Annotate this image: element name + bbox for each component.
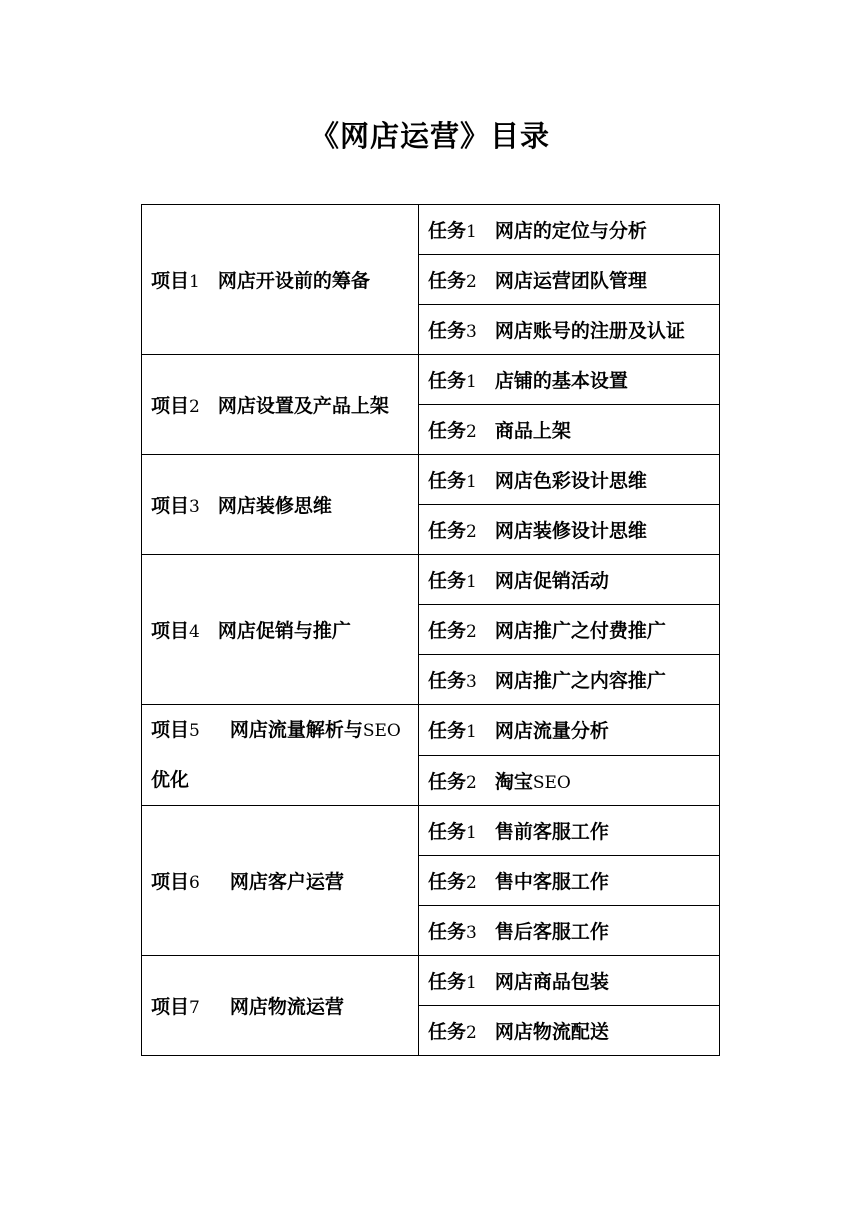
task-cell: [419, 505, 720, 555]
task-label: 任务: [428, 270, 467, 292]
task-cell: [419, 906, 720, 956]
project-label: 项目: [151, 495, 190, 517]
task-number: 1: [466, 823, 477, 843]
project-cell-6: [142, 806, 419, 956]
task-title: 网店促销活动: [494, 570, 609, 592]
project-cell-2: [142, 355, 419, 455]
table-row: [142, 705, 720, 756]
project-title-line-1: [151, 705, 418, 755]
task-cell: [419, 255, 720, 305]
project-label: 项目: [151, 620, 190, 642]
task-number: 1: [466, 222, 477, 242]
project-title: 网店物流运营: [229, 996, 344, 1018]
task-label: 任务: [428, 420, 467, 442]
document-title: 《网店运营》目录: [309, 119, 550, 153]
task-number: 1: [466, 572, 477, 592]
project-label: 项目: [151, 871, 190, 893]
task-title: 网店账号的注册及认证: [494, 320, 685, 342]
task-number: 2: [466, 422, 477, 442]
task-number: 1: [466, 722, 477, 743]
task-title: 网店运营团队管理: [494, 270, 647, 292]
contents-table: [141, 204, 720, 1056]
task-label: 任务: [428, 620, 467, 642]
task-label: 任务: [428, 921, 467, 943]
project-title: 网店促销与推广: [217, 620, 351, 642]
project-number: 3: [189, 497, 200, 517]
project-cell-5: [142, 705, 419, 806]
task-cell: [419, 405, 720, 455]
project-cell-3: [142, 455, 419, 555]
project-title: 网店客户运营: [229, 871, 344, 893]
task-label: 任务: [428, 971, 467, 993]
task-number: 2: [466, 1023, 477, 1043]
table-row: [142, 205, 720, 255]
task-number: 1: [466, 472, 477, 492]
task-label: 任务: [428, 871, 467, 893]
task-title-latin: SEO: [532, 772, 571, 793]
task-cell: [419, 605, 720, 655]
task-number: 2: [466, 873, 477, 893]
project-title: 网店装修思维: [217, 495, 332, 517]
project-cell-4: [142, 555, 419, 705]
project-title: 网店开设前的筹备: [217, 270, 370, 292]
table-row: [142, 455, 720, 505]
task-number: 3: [466, 322, 477, 342]
task-label: 任务: [428, 320, 467, 342]
project-number: 4: [189, 622, 200, 642]
task-number: 2: [466, 522, 477, 542]
task-number: 3: [466, 672, 477, 692]
task-cell: [419, 856, 720, 906]
task-cell: [419, 1006, 720, 1056]
project-number: 6: [189, 873, 200, 893]
task-cell: [419, 455, 720, 505]
task-cell: [419, 655, 720, 705]
task-label: 任务: [428, 570, 467, 592]
task-cell: [419, 555, 720, 605]
project-title-latin: SEO: [362, 721, 401, 741]
task-title: 售前客服工作: [494, 821, 609, 843]
task-number: 1: [466, 372, 477, 392]
project-label: 项目: [151, 270, 190, 292]
project-number: 5: [189, 721, 200, 741]
task-title: 网店商品包装: [494, 971, 609, 993]
task-cell: [419, 956, 720, 1006]
task-title: 网店推广之内容推广: [494, 670, 666, 692]
task-cell: [419, 755, 720, 806]
table-row: [142, 956, 720, 1006]
task-label: 任务: [428, 520, 467, 542]
task-cell: [419, 705, 720, 756]
project-cell-7: [142, 956, 419, 1056]
task-cell: [419, 355, 720, 405]
project-number: 7: [189, 998, 200, 1018]
task-title: 淘宝: [494, 770, 533, 793]
task-title: 网店装修设计思维: [494, 520, 647, 542]
task-number: 2: [466, 272, 477, 292]
task-label: 任务: [428, 770, 467, 793]
task-number: 2: [466, 622, 477, 642]
task-cell: [419, 205, 720, 255]
task-number: 1: [466, 973, 477, 993]
task-number: 2: [466, 772, 477, 793]
task-title: 商品上架: [494, 420, 571, 442]
task-cell: [419, 806, 720, 856]
task-label: 任务: [428, 470, 467, 492]
task-label: 任务: [428, 220, 467, 242]
project-title-line-2: 优化: [151, 769, 190, 791]
project-label: 项目: [151, 996, 190, 1018]
task-title: 网店的定位与分析: [494, 220, 647, 242]
task-title: 网店流量分析: [494, 720, 609, 743]
task-number: 3: [466, 923, 477, 943]
project-number: 2: [189, 397, 200, 417]
task-label: 任务: [428, 370, 467, 392]
project-number: 1: [189, 272, 200, 292]
project-label: 项目: [151, 395, 190, 417]
task-title: 网店物流配送: [494, 1021, 609, 1043]
task-label: 任务: [428, 720, 467, 743]
task-title: 网店推广之付费推广: [494, 620, 666, 642]
task-label: 任务: [428, 1021, 467, 1043]
project-cell-1: [142, 205, 419, 355]
task-title: 售后客服工作: [494, 921, 609, 943]
task-title: 店铺的基本设置: [494, 370, 628, 392]
table-row: [142, 806, 720, 856]
project-title: 网店设置及产品上架: [217, 395, 389, 417]
project-title: 网店流量解析与: [229, 719, 363, 741]
task-title: 售中客服工作: [494, 871, 609, 893]
task-title: 网店色彩设计思维: [494, 470, 647, 492]
task-cell: [419, 305, 720, 355]
table-row: [142, 555, 720, 605]
table-row: [142, 355, 720, 405]
task-label: 任务: [428, 821, 467, 843]
task-label: 任务: [428, 670, 467, 692]
project-label: 项目: [151, 719, 190, 741]
